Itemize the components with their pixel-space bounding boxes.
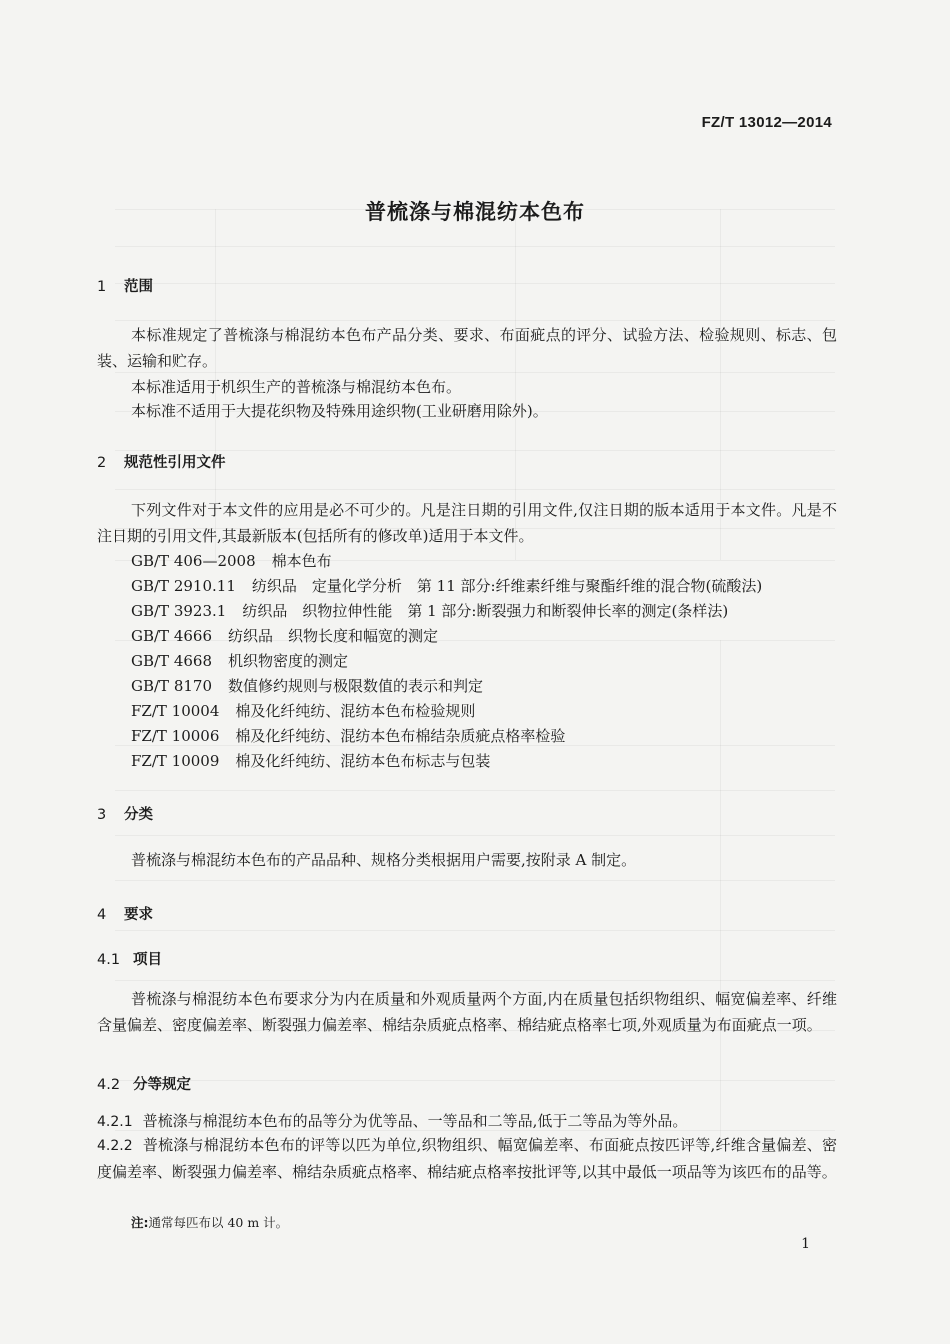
section-title: 分等规定 (133, 1077, 191, 1093)
section-number: 1 (97, 279, 107, 295)
section-3-paragraph: 普梳涤与棉混纺本色布的产品品种、规格分类根据用户需要,按附录 A 制定。 (131, 851, 637, 869)
reference-item (131, 701, 475, 721)
reference-title: 棉及化纤纯纺、混纺本色布棉结杂质疵点格率检验 (235, 727, 566, 745)
clause-4-2-1 (97, 1108, 837, 1135)
section-1-heading (97, 275, 153, 296)
section-number: 4 (97, 907, 107, 923)
note-label: 注: (131, 1215, 149, 1230)
section-number: 4.2 (97, 1077, 121, 1093)
reference-title: 棉及化纤纯纺、混纺本色布检验规则 (235, 702, 476, 720)
section-title: 分类 (124, 807, 153, 823)
reference-item (131, 626, 438, 646)
clause-text: 普梳涤与棉混纺本色布的评等以匹为单位,织物组织、幅宽偏差率、布面疵点按匹评等,纤维含量偏差、密度偏差率、断裂强力偏差率、棉结杂质疵点格率、棉结疵点格率按批评等,以其中最低一项品等为该匹布的品等。 (97, 1136, 837, 1181)
reference-item (131, 551, 332, 571)
reference-code: FZ/T 10009 (131, 752, 220, 770)
section-1-paragraph-2: 本标准适用于机织生产的普梳涤与棉混纺本色布。 (131, 378, 462, 396)
reference-title: 纺织品 定量化学分析 第 11 部分:纤维素纤维与聚酯纤维的混合物(硫酸法) (251, 577, 763, 595)
section-3-heading (97, 803, 153, 824)
document-title: 普梳涤与棉混纺本色布 (365, 200, 585, 224)
section-2-heading (97, 451, 226, 472)
section-title: 要求 (124, 907, 153, 923)
section-1-paragraph-1: 本标准规定了普梳涤与棉混纺本色布产品分类、要求、布面疵点的评分、试验方法、检验规则、标志、包装、运输和贮存。 (97, 326, 837, 370)
section-title: 规范性引用文件 (124, 455, 226, 471)
reference-title: 机织物密度的测定 (228, 652, 349, 670)
section-number: 3 (97, 807, 107, 823)
section-title: 项目 (133, 952, 162, 968)
clause-number: 4.2.1 (97, 1114, 133, 1130)
reference-code: FZ/T 10006 (131, 727, 220, 745)
section-title: 范围 (124, 279, 153, 295)
reference-item (131, 676, 483, 696)
reference-item (131, 651, 348, 671)
reference-title: 纺织品 织物长度和幅宽的测定 (228, 627, 439, 645)
note-text: 通常每匹布以 40 m 计。 (148, 1215, 289, 1230)
reference-code: GB/T 4668 (131, 652, 213, 670)
reference-code: GB/T 2910.11 (131, 577, 236, 595)
reference-title: 纺织品 织物拉伸性能 第 1 部分:断裂强力和断裂伸长率的测定(条样法) (242, 602, 729, 620)
note (131, 1213, 288, 1231)
clause-4-2-2 (97, 1132, 837, 1185)
clause-number: 4.2.2 (97, 1138, 133, 1154)
standard-code: FZ/T 13012—2014 (701, 114, 832, 131)
reference-title: 数值修约规则与极限数值的表示和判定 (228, 677, 484, 695)
section-number: 4.1 (97, 952, 121, 968)
reference-title: 棉及化纤纯纺、混纺本色布标志与包装 (235, 752, 491, 770)
reference-item (131, 576, 762, 596)
reference-code: FZ/T 10004 (131, 702, 220, 720)
section-4-heading (97, 903, 153, 924)
reference-code: GB/T 406—2008 (131, 552, 256, 570)
section-4-1-heading (97, 948, 162, 969)
clause-text: 普梳涤与棉混纺本色布的品等分为优等品、一等品和二等品,低于二等品为等外品。 (142, 1112, 688, 1130)
page-number: 1 (801, 1236, 810, 1252)
section-2-intro: 下列文件对于本文件的应用是必不可少的。凡是注日期的引用文件,仅注日期的版本适用于本文件。凡是不注日期的引用文件,其最新版本(包括所有的修改单)适用于本文件。 (97, 501, 837, 545)
section-4-1-paragraph: 普梳涤与棉混纺本色布要求分为内在质量和外观质量两个方面,内在质量包括织物组织、幅宽偏差率、纤维含量偏差、密度偏差率、断裂强力偏差率、棉结杂质疵点格率、棉结疵点格率七项,外观质量为布面疵点一项。 (97, 990, 837, 1034)
reference-code: GB/T 8170 (131, 677, 213, 695)
reference-code: GB/T 3923.1 (131, 602, 227, 620)
reference-code: GB/T 4666 (131, 627, 213, 645)
reference-item (131, 601, 728, 621)
section-number: 2 (97, 455, 107, 471)
reference-title: 棉本色布 (271, 552, 332, 570)
section-4-2-heading (97, 1073, 191, 1094)
reference-item (131, 751, 490, 771)
reference-item (131, 726, 565, 746)
section-1-paragraph-3: 本标准不适用于大提花织物及特殊用途织物(工业研磨用除外)。 (131, 402, 548, 420)
